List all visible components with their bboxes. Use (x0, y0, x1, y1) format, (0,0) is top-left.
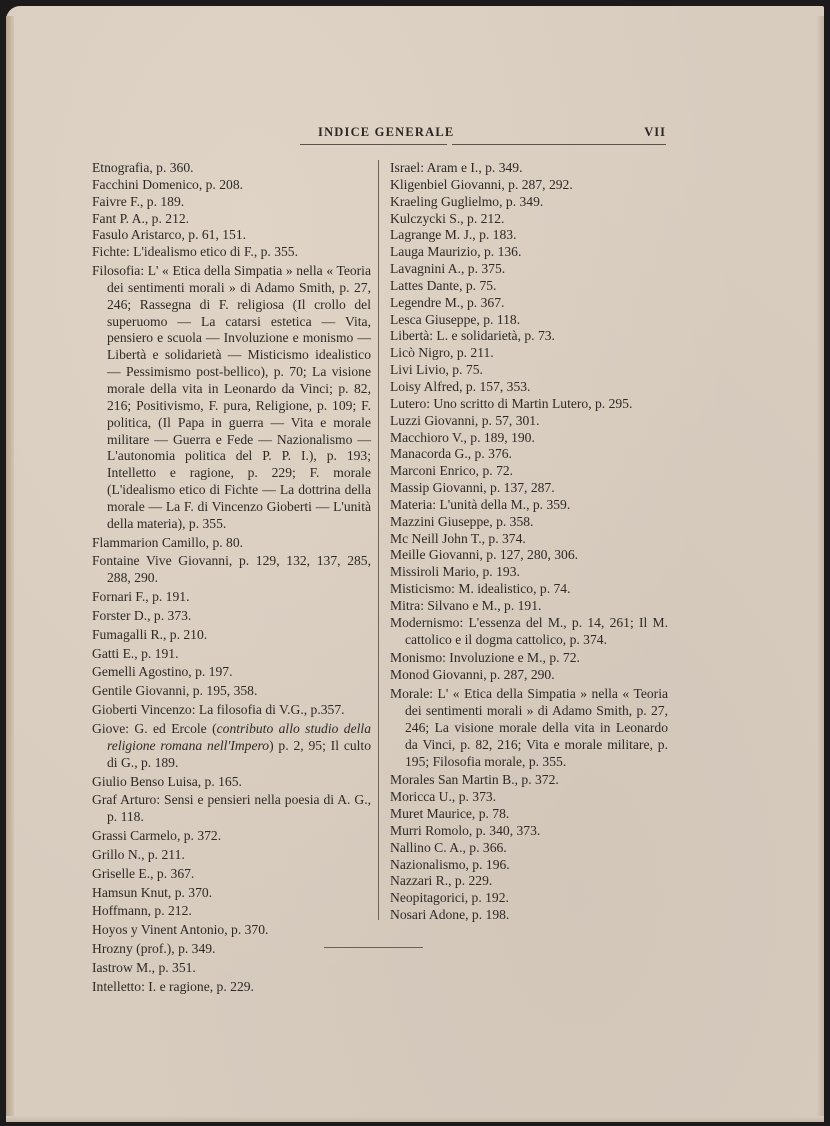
index-entry: Gatti E., p. 191. (92, 645, 179, 661)
index-entry: Grillo N., p. 211. (92, 846, 185, 862)
running-head (312, 125, 670, 145)
index-entry: Livi Livio, p. 75. (390, 362, 483, 378)
index-entry: Muret Maurice, p. 78. (390, 806, 510, 822)
giove-tail: ) p. 2, 95; Il culto di G., p. 189. (107, 737, 371, 770)
index-entry: Monod Giovanni, p. 287, 290. (390, 667, 555, 683)
index-column-right (390, 160, 668, 924)
index-entry: Giulio Benso Luisa, p. 165. (92, 773, 242, 789)
index-entry: Lutero: Uno scritto di Martin Lutero, p. 295. (390, 395, 633, 411)
index-entry: Massip Giovanni, p. 137, 287. (390, 480, 555, 496)
index-column-left (92, 160, 371, 996)
index-entry: Misticismo: M. idealistico, p. 74. (390, 581, 571, 597)
index-entry: Grassi Carmelo, p. 372. (92, 828, 222, 844)
index-entry: Mc Neill John T., p. 374. (390, 530, 526, 546)
index-entry: Facchini Domenico, p. 208. (92, 176, 244, 192)
end-rule (324, 947, 423, 948)
page-number: VII (644, 125, 666, 139)
page-left-edge (6, 16, 14, 1116)
header-rule (300, 144, 447, 145)
index-entry-giove (92, 721, 371, 772)
index-entry: Kraeling Guglielmo, p. 349. (390, 193, 544, 209)
index-entry: Manacorda G., p. 376. (390, 446, 512, 462)
index-entry: Gentile Giovanni, p. 195, 358. (92, 683, 258, 699)
giove-italic-title: contributo allo studio della religione romana nell'Impero (107, 721, 371, 753)
page-right-edge (816, 16, 824, 1116)
index-entry: Faivre F., p. 189. (92, 193, 185, 209)
index-entry: Neopitagorici, p. 192. (390, 890, 509, 906)
index-entry: Missiroli Mario, p. 193. (390, 564, 520, 580)
index-entry: Griselle E., p. 367. (92, 865, 195, 881)
page-bottom-edge (6, 1116, 824, 1122)
index-entry: Filosofia: L' « Etica della Simpatia » nella « Teoria dei sentimenti morali » di Adamo Smith, p. 27, 246; Rassegna di F. religiosa (Il crollo del superuomo — La catarsi estetica — Vita, pensiero e scuola — Involuzione e monismo — Libertà e solidarietà — Misticismo idealistico — Pessimismo post-bellico), p. 70; La visione morale della vita in Leonardo da Vinci; p. 82, 216; Positivismo, F. pura, Religione, p. 109; F. politica, (Il Papa in guerra — Vita e morale militare — Guerra e Fede — Nazionalismo — L'autonomia politica del P. P. I.), p. 193; Intelletto e ragione, p. 229; F. morale (L'idealismo etico di Fichte — La dottrina della morale — La F. di Vincenzo Gioberti — L'unità della materia), p. 355. (92, 263, 371, 531)
header-rule (452, 144, 666, 145)
index-entry: Fumagalli R., p. 210. (92, 626, 208, 642)
index-entry: Lattes Dante, p. 75. (390, 277, 497, 293)
index-entry: Kulczycki S., p. 212. (390, 210, 505, 226)
index-entry: Libertà: L. e solidarietà, p. 73. (390, 328, 555, 344)
index-entry: Hrozny (prof.), p. 349. (92, 941, 216, 957)
column-divider (378, 160, 379, 920)
index-entry: Nazzari R., p. 229. (390, 873, 493, 889)
index-entry: Monismo: Involuzione e M., p. 72. (390, 650, 580, 666)
index-entry: Lagrange M. J., p. 183. (390, 227, 517, 243)
index-entry: Fasulo Aristarco, p. 61, 151. (92, 227, 247, 243)
index-entry: Nazionalismo, p. 196. (390, 856, 510, 872)
index-entry: Materia: L'unità della M., p. 359. (390, 496, 571, 512)
running-head-title: INDICE GENERALE (318, 125, 455, 139)
index-entry: Lavagnini A., p. 375. (390, 261, 506, 277)
index-entry: Fontaine Vive Giovanni, p. 129, 132, 137, 285, 288, 290. (92, 553, 371, 586)
index-entry: Moricca U., p. 373. (390, 789, 497, 805)
index-entry: Flammarion Camillo, p. 80. (92, 534, 244, 550)
index-entry: Iastrow M., p. 351. (92, 959, 196, 975)
index-entry: Luzzi Giovanni, p. 57, 301. (390, 412, 540, 428)
index-entry: Forster D., p. 373. (92, 607, 192, 623)
index-entry: Graf Arturo: Sensi e pensieri nella poesia di A. G., p. 118. (92, 792, 371, 825)
index-entry: Macchioro V., p. 189, 190. (390, 429, 535, 445)
index-entry: Lauga Maurizio, p. 136. (390, 244, 522, 260)
index-entry: Fant P. A., p. 212. (92, 210, 190, 226)
index-entry: Etnografia, p. 360. (92, 160, 194, 175)
index-entry: Murri Romolo, p. 340, 373. (390, 822, 541, 838)
index-entry: Hoffmann, p. 212. (92, 903, 192, 919)
index-entry: Marconi Enrico, p. 72. (390, 463, 514, 479)
index-entry: Licò Nigro, p. 211. (390, 345, 494, 361)
giove-lead: Giove: G. ed Ercole ( (92, 721, 217, 736)
index-entry: Nallino C. A., p. 366. (390, 839, 507, 855)
index-entry: Loisy Alfred, p. 157, 353. (390, 378, 531, 394)
index-entry: Legendre M., p. 367. (390, 294, 505, 310)
index-entry: Mitra: Silvano e M., p. 191. (390, 597, 542, 613)
index-entry: Meille Giovanni, p. 127, 280, 306. (390, 547, 579, 563)
index-entry: Intelletto: I. e ragione, p. 229. (92, 978, 254, 994)
index-entry: Morales San Martin B., p. 372. (390, 772, 559, 788)
index-entry: Morale: L' « Etica della Simpatia » nella « Teoria dei sentimenti morali » di Adamo Smith, p. 27, 246; La visione morale della vita in Leonardo da Vinci, p. 82, 216; Vita e morale militare, p. 195; Filosofia morale, p. 355. (390, 686, 668, 769)
index-entry: Fornari F., p. 191. (92, 589, 190, 605)
index-entry: Kligenbiel Giovanni, p. 287, 292. (390, 176, 573, 192)
index-entry: Fichte: L'idealismo etico di F., p. 355. (92, 244, 298, 260)
index-entry: Hamsun Knut, p. 370. (92, 884, 213, 900)
index-entry: Modernismo: L'essenza del M., p. 14, 261; Il M. cattolico e il dogma cattolico, p. 374. (390, 614, 668, 647)
index-entry: Nosari Adone, p. 198. (390, 907, 510, 923)
index-entry: Gioberti Vincenzo: La filosofia di V.G., p.357. (92, 702, 345, 718)
index-entry: Hoyos y Vinent Antonio, p. 370. (92, 922, 269, 938)
index-entry: Lesca Giuseppe, p. 118. (390, 311, 521, 327)
index-entry: Israel: Aram e I., p. 349. (390, 160, 523, 175)
index-entry: Mazzini Giuseppe, p. 358. (390, 513, 534, 529)
index-entry: Gemelli Agostino, p. 197. (92, 664, 233, 680)
